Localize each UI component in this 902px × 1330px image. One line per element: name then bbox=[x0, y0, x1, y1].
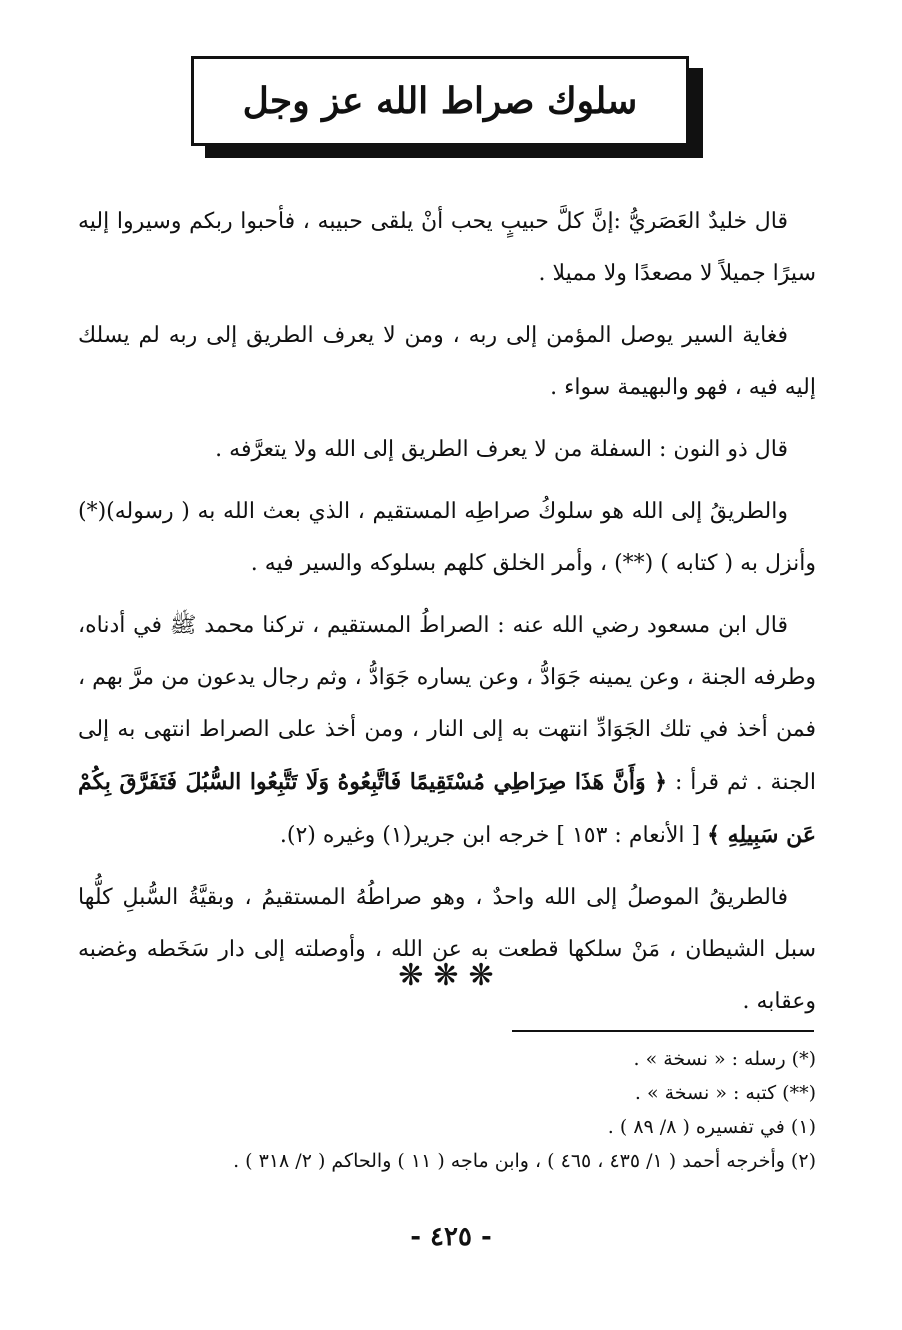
section-separator: ❋❋❋ bbox=[398, 958, 504, 993]
main-text bbox=[78, 196, 816, 1038]
paragraph-4: والطريقُ إلى الله هو سلوكُ صراطِه المستقيم ، الذي بعث الله به ( رسوله)(*) وأنزل به ( كتابه ) (**) ، وأمر الخلق كلهم بسلوكه والسير فيه . bbox=[78, 499, 816, 576]
footnote-4: (٢) وأخرجه أحمد ( ١/ ٤٣٥ ، ٤٦٥ ) ، وابن ماجه ( ١١ ) والحاكم ( ٢/ ٣١٨ ) . bbox=[233, 1150, 816, 1172]
page-number: - ٤٢٥ - bbox=[410, 1222, 492, 1252]
footnotes bbox=[78, 1042, 816, 1178]
chapter-title: سلوك صراط الله عز وجل bbox=[242, 80, 638, 122]
footnote-3: (١) في تفسيره ( ٨/ ٨٩ ) . bbox=[607, 1116, 816, 1138]
paragraph-3: قال ذو النون : السفلة من لا يعرف الطريق إلى الله ولا يتعرَّفه . bbox=[215, 437, 788, 462]
paragraph-5 bbox=[78, 600, 816, 862]
quran-verse: ﴿ وَأَنَّ هَذَا صِرَاطِي مُسْتَقِيمًا فَاتَّبِعُوهُ وَلَا تَتَّبِعُوا السُّبُلَ فَتَفَرَّقَ بِكُمْ عَن سَبِيلِهِ ﴾ bbox=[78, 769, 816, 848]
footnote-2: (**) كتبه : « نسخة » . bbox=[634, 1082, 816, 1104]
paragraph-6: فالطريقُ الموصلُ إلى الله واحدٌ ، وهو صراطُهُ المستقيمُ ، وبقيَّةُ السُّبلِ كلُّها سبل الشيطان ، مَنْ سلكها قطعت به عن الله ، وأوصلته إلى دار سَخَطه وغضبه وعقابه . bbox=[78, 885, 816, 1014]
paragraph-5-after: [ الأنعام : ١٥٣ ] خرجه ابن جرير(١) وغيره (٢). bbox=[279, 823, 701, 848]
paragraph-2: فغاية السير يوصل المؤمن إلى ربه ، ومن لا يعرف الطريق إلى ربه لم يسلك إليه فيه ، فهو والبهيمة سواء . bbox=[78, 323, 816, 400]
footnote-rule bbox=[512, 1030, 814, 1032]
chapter-title-box bbox=[191, 56, 689, 146]
paragraph-5-before: قال ابن مسعود رضي الله عنه : الصراطُ المستقيم ، تركنا محمد ﷺ في أدناه، وطرفه الجنة ، وعن يمينه جَوَادُّ ، وعن يساره جَوَادُّ ، وثم رجال يدعون من مرَّ بهم ، فمن أخذ في تلك الجَوَادِّ انتهت به إلى النار ، ومن أخذ على الصراط انتهى به إلى الجنة . ثم قرأ : bbox=[78, 613, 816, 795]
paragraph-1: قال خليدٌ العَصَريُّ :إنَّ كلَّ حبيبٍ يحب أنْ يلقى حبيبه ، فأحبوا ربكم وسيروا إليه سيرًا جميلاً لا مصعدًا ولا مميلا . bbox=[78, 209, 816, 286]
footnote-1: (*) رسله : « نسخة » . bbox=[633, 1048, 816, 1070]
